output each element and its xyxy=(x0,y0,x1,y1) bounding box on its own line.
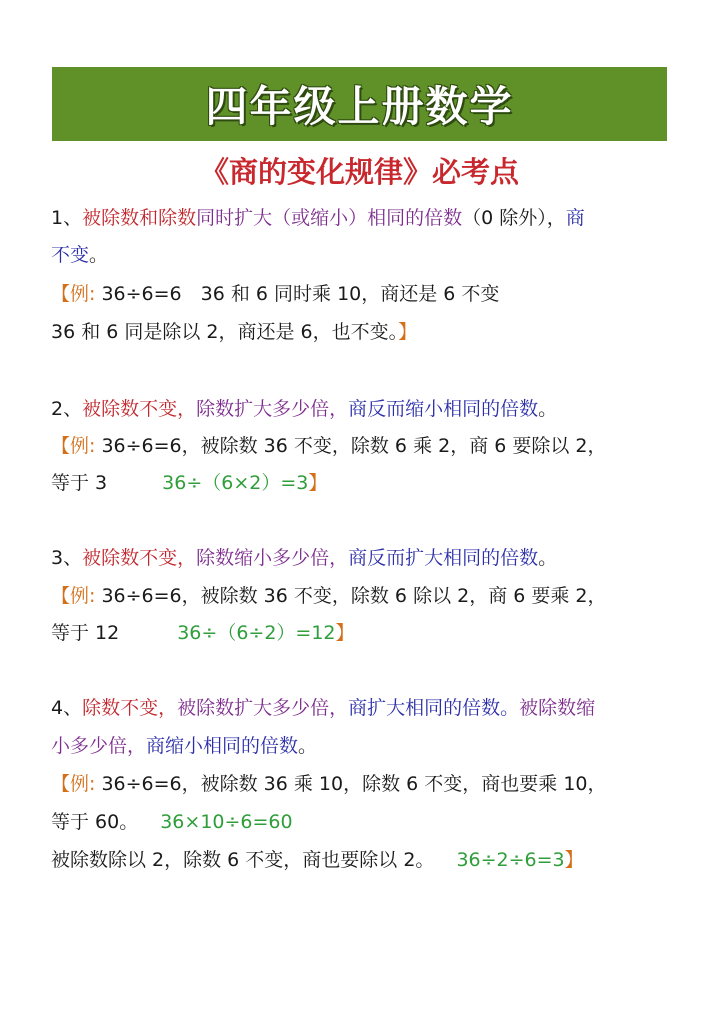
rule-2-example-1 xyxy=(51,432,607,460)
rule-1-period: 。 xyxy=(89,244,109,266)
example-open-bracket: 【例: xyxy=(51,283,96,305)
rule-4-result: 商扩大相同的倍数。 xyxy=(348,697,520,719)
rule-2-condition: 除数扩大多少倍， xyxy=(196,398,349,420)
rule-2-result: 商反而缩小相同的倍数 xyxy=(348,398,539,420)
rule-3-number: 3、 xyxy=(51,547,83,569)
rule-4-example-text-3: 被除数除以 2，除数 6 不变，商也要除以 2。 xyxy=(51,849,435,871)
rule-3-period: 。 xyxy=(538,547,558,569)
rule-2-number: 2、 xyxy=(51,398,83,420)
rule-3-result: 商反而扩大相同的倍数 xyxy=(348,547,539,569)
rule-3-example-text-1: 36÷6=6，被除数 36 不变，除数 6 除以 2，商 6 要乘 2， xyxy=(95,585,607,607)
rule-3-example-text-2: 等于 12 xyxy=(51,622,120,644)
example-close-bracket: 】 xyxy=(398,321,418,343)
rule-4-result-2: 商缩小相同的倍数 xyxy=(146,735,299,757)
example-open-bracket: 【例: xyxy=(51,435,96,457)
rule-4-example-text-2: 等于 60。 xyxy=(51,811,139,833)
rule-1-line-1 xyxy=(51,204,585,232)
rule-2-example-2 xyxy=(51,469,327,497)
rule-4-condition-2-cont: 小多少倍， xyxy=(51,735,147,757)
rule-4-example-2 xyxy=(51,808,293,836)
rule-1-subject: 被除数和除数 xyxy=(82,207,197,229)
rule-1-exception: （0 除外）， xyxy=(462,207,566,229)
example-close-bracket: 】 xyxy=(564,849,584,871)
rule-1-number: 1、 xyxy=(51,207,83,229)
rule-4-example-1 xyxy=(51,770,607,798)
rule-2-subject: 被除数不变， xyxy=(82,398,197,420)
rule-2-formula: 36÷（6×2）=3 xyxy=(162,472,309,494)
rule-2-example-text-2: 等于 3 xyxy=(51,472,108,494)
rule-1-condition: 同时扩大（或缩小）相同的倍数 xyxy=(196,207,463,229)
title-banner xyxy=(52,67,667,141)
rule-1-result: 不变 xyxy=(51,244,90,266)
example-close-bracket: 】 xyxy=(308,472,328,494)
page-subtitle: 《商的变化规律》必考点 xyxy=(199,155,519,189)
rule-4-line-2 xyxy=(51,732,317,760)
rule-3-example-2 xyxy=(51,619,355,647)
rule-3-subject: 被除数不变， xyxy=(82,547,197,569)
rule-2-example-text-1: 36÷6=6，被除数 36 不变，除数 6 乘 2，商 6 要除以 2， xyxy=(95,435,607,457)
rule-1-example-text-1: 36÷6=6 36 和 6 同时乘 10，商还是 6 不变 xyxy=(95,283,500,305)
rule-3-condition: 除数缩小多少倍， xyxy=(196,547,349,569)
rule-4-condition-2: 被除数缩 xyxy=(519,697,596,719)
rule-4-period: 。 xyxy=(298,735,318,757)
rule-3-example-1 xyxy=(51,582,607,610)
rule-4-condition: 被除数扩大多少倍， xyxy=(177,697,349,719)
rule-4-example-text-1: 36÷6=6，被除数 36 乘 10，除数 6 不变，商也要乘 10， xyxy=(95,773,607,795)
rule-4-line-1 xyxy=(51,694,595,722)
rule-1-example-2 xyxy=(51,318,417,346)
example-close-bracket: 】 xyxy=(335,622,355,644)
example-open-bracket: 【例: xyxy=(51,585,96,607)
rule-1-line-2 xyxy=(51,241,108,269)
rule-4-example-3 xyxy=(51,846,584,874)
rule-3-formula: 36÷（6÷2）=12 xyxy=(177,622,336,644)
page-title: 四年级上册数学 xyxy=(205,82,514,131)
rule-1-quotient: 商 xyxy=(565,207,585,229)
rule-2-line-1 xyxy=(51,395,557,423)
rule-1-example-text-2: 36 和 6 同是除以 2，商还是 6，也不变。 xyxy=(51,321,399,343)
rule-3-line-1 xyxy=(51,544,557,572)
rule-4-formula-1: 36×10÷6=60 xyxy=(160,811,293,833)
rule-4-number: 4、 xyxy=(51,697,83,719)
rule-2-period: 。 xyxy=(538,398,558,420)
rule-1-example-1 xyxy=(51,280,499,308)
rule-4-subject: 除数不变， xyxy=(82,697,178,719)
example-open-bracket: 【例: xyxy=(51,773,96,795)
rule-4-formula-2: 36÷2÷6=3 xyxy=(456,849,565,871)
